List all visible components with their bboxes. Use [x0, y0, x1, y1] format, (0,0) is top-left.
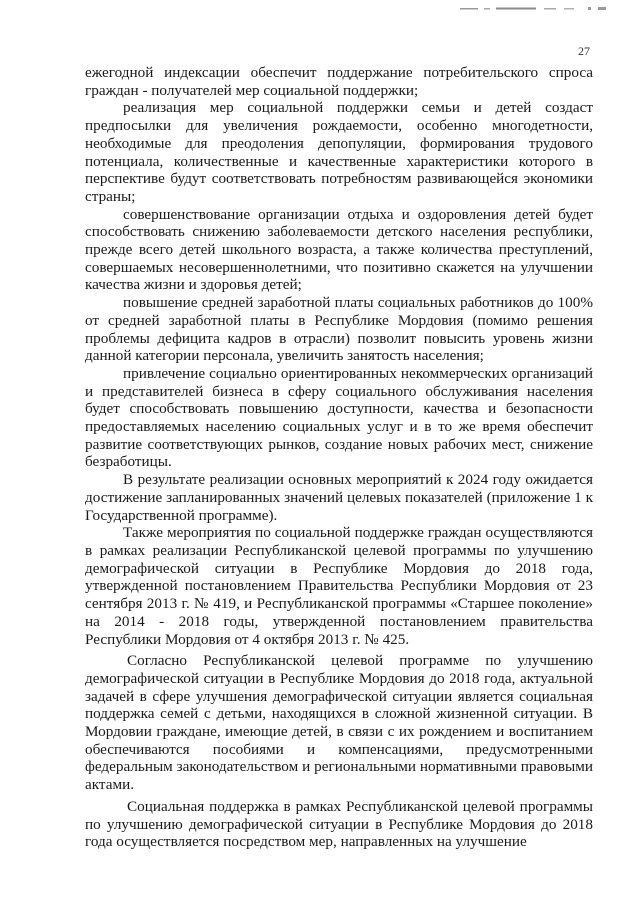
paragraph-3: совершенствование организации отдыха и оздоровления детей будет способствовать снижению заболеваемости детского населения республики, прежде всего детей школьного возраста, а также количества преступлений, совершаемых несовершеннолетними, что позитивно скажется на улучшении качества жизни и здоровья детей;: [85, 205, 593, 294]
page-number: 27: [578, 44, 590, 58]
scan-artifact: [460, 6, 610, 12]
document-body: [85, 64, 593, 851]
paragraph-2: реализация мер социальной поддержки семьи и детей создаст предпосылки для увеличения рождаемости, особенно многодетности, необходимые для преодоления депопуляции, формирования трудового потенциала, количественные и качественные характеристики которого в перспективе будут соответствовать потребностям развивающейся экономики страны;: [85, 99, 593, 205]
paragraph-9: Социальная поддержка в рамках Республиканской целевой программы по улучшению демографической ситуации в Республике Мордовия до 2018 года осуществляется посредством мер, направленных на улучшение: [85, 797, 593, 851]
paragraph-1: ежегодной индексации обеспечит поддержание потребительского спроса граждан - получателей мер социальной поддержки;: [85, 64, 593, 99]
paragraph-8: Согласно Республиканской целевой программе по улучшению демографической ситуации в Республике Мордовия до 2018 года, актуальной задачей в сфере улучшения демографической ситуации является социальная поддержка семей с детьми, находящихся в сложной жизненной ситуации. В Мордовии граждане, имеющие детей, в связи с их рождением и воспитанием обеспечиваются пособиями и компенсациями, предусмотренными федеральным законодательством и региональными нормативными правовыми актами.: [85, 652, 593, 794]
paragraph-4: повышение средней заработной платы социальных работников до 100% от средней заработной платы в Республике Мордовия (помимо решения проблемы дефицита кадров в отрасли) позволит повысить уровень жизни данной категории персонала, увеличить занятость населения;: [85, 294, 593, 365]
paragraph-5: привлечение социально ориентированных некоммерческих организаций и представителей бизнеса в сферу социального обслуживания населения будет способствовать повышению доступности, качества и безопасности предоставляемых населению социальных услуг и в то же время обеспечит развитие соответствующих рынков, создание новых рабочих мест, снижение безработицы.: [85, 364, 593, 471]
paragraph-6: В результате реализации основных мероприятий к 2024 году ожидается достижение запланированных значений целевых показателей (приложение 1 к Государственной программе).: [85, 471, 593, 524]
paragraph-7: Также мероприятия по социальной поддержке граждан осуществляются в рамках реализации Республиканской целевой программы по улучшению демографической ситуации в Республике Мордовия до 2018 года, утвержденной постановлением Правительства Республики Мордовия от 23 сентября 2013 г. № 419, и Республиканской программы «Старшее поколение» на 2014 - 2018 годы, утвержденной постановлением правительства Республики Мордовия от 4 октября 2013 г. № 425.: [85, 524, 593, 648]
